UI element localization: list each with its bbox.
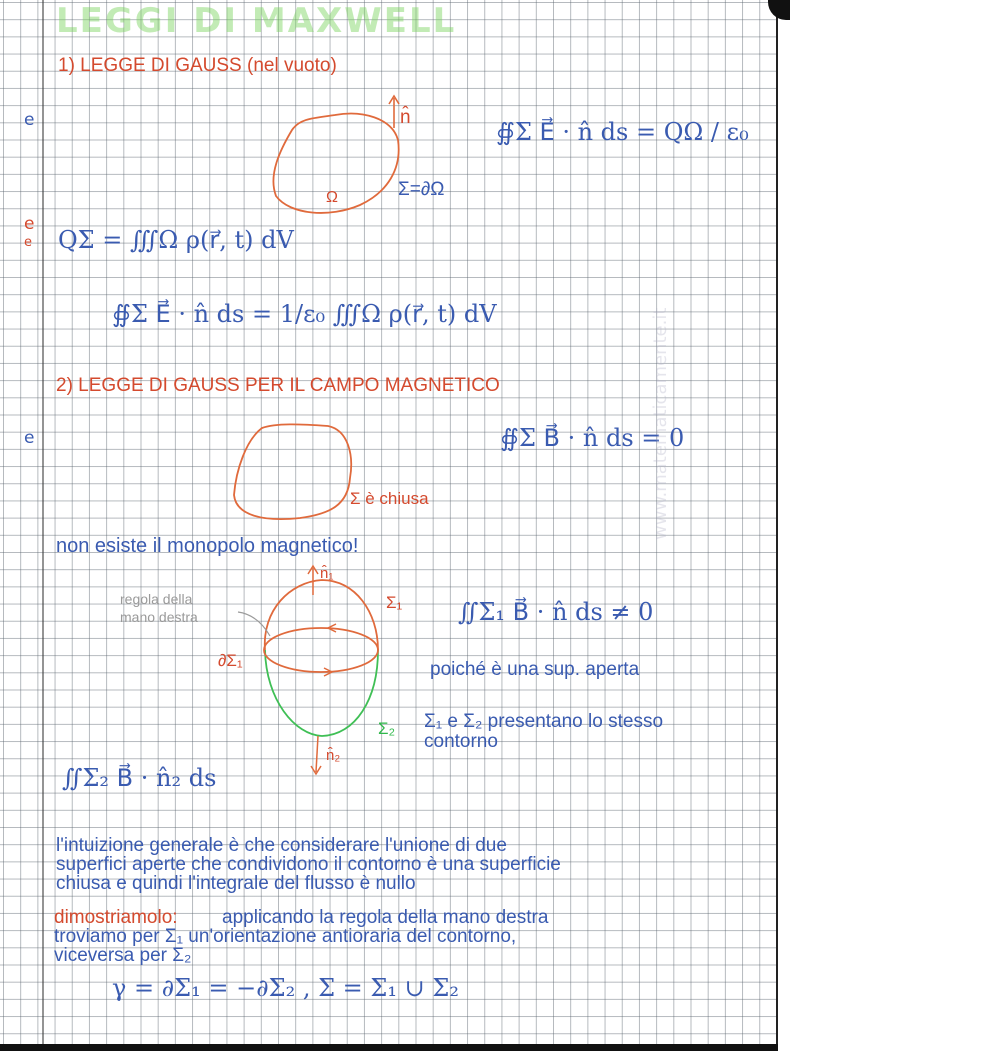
right-hand-rule-label: regola della [120, 591, 193, 607]
sigma2-flux-expression: ∬Σ₂ B⃗ · n̂₂ ds [62, 764, 217, 792]
proof-line: viceversa per Σ₂ [54, 945, 192, 966]
margin-mark: e [24, 428, 35, 448]
section2-heading: 2) LEGGE DI GAUSS PER IL CAMPO MAGNETICO [56, 375, 500, 396]
same-contour-note: contorno [424, 731, 498, 752]
final-equation: γ = ∂Σ₁ = −∂Σ₂ , Σ = Σ₁ ∪ Σ₂ [112, 974, 459, 1002]
surface-sigma1 [265, 580, 378, 650]
proof-label: dimostriamolo: [54, 907, 178, 928]
normal-label: n̂ [400, 107, 411, 128]
open-flux-equation: ∬Σ₁ B⃗ · n̂ ds ≠ 0 [458, 598, 654, 626]
no-monopole-statement: non esiste il monopolo magnetico! [56, 535, 359, 557]
surface-sigma2 [265, 650, 378, 736]
region-label: Ω [326, 189, 338, 206]
normal-n2-arrow [316, 736, 318, 772]
magnetic-flux-equation: ∯Σ B⃗ · n̂ ds = 0 [500, 424, 685, 452]
combined-gauss-equation: ∯Σ E⃗ · n̂ ds = 1/ε₀ ∭Ω ρ(r⃗, t) dV [112, 300, 497, 328]
sigma2-label: Σ₂ [378, 719, 396, 738]
margin-mark: e [24, 235, 32, 250]
intuition-line: chiusa e quindi l'integrale del flusso è nullo [56, 873, 416, 894]
watermark: www.matematicamente.it [650, 307, 671, 540]
intuition-line: l'intuizione generale è che considerare l'unione di due [56, 835, 507, 856]
right-hand-rule-label: mano destra [120, 609, 198, 625]
surface-label: Σ=∂Ω [398, 179, 445, 200]
sigma1-label: Σ₁ [386, 593, 403, 612]
charge-equation: QΣ = ∭Ω ρ(r⃗, t) dV [58, 226, 294, 254]
margin-mark: e [24, 214, 35, 234]
same-contour-note: Σ₁ e Σ₂ presentano lo stesso [424, 711, 664, 732]
shared-contour [264, 628, 378, 672]
boundary-label: ∂Σ₁ [218, 651, 243, 670]
intuition-line: superfici aperte che condividono il contorno è una superficie [56, 854, 561, 875]
proof-line: troviamo per Σ₁ un'orientazione antioraria del contorno, [54, 926, 517, 947]
proof-line: applicando la regola della mano destra [222, 907, 549, 928]
n2-label: n̂₂ [326, 747, 341, 764]
gauss-flux-equation: ∯Σ E⃗ · n̂ ds = QΩ / ε₀ [496, 118, 749, 146]
margin-mark: e [24, 110, 35, 130]
closed-surface-sigma [234, 424, 351, 519]
open-surface-note: poiché è una sup. aperta [430, 659, 640, 680]
page-title: LEGGI DI MAXWELL [56, 1, 457, 41]
closed-surface-label: Σ è chiusa [350, 489, 429, 508]
section1-heading: 1) LEGGE DI GAUSS (nel vuoto) [58, 55, 337, 76]
n1-label: n̂₁ [320, 565, 334, 582]
